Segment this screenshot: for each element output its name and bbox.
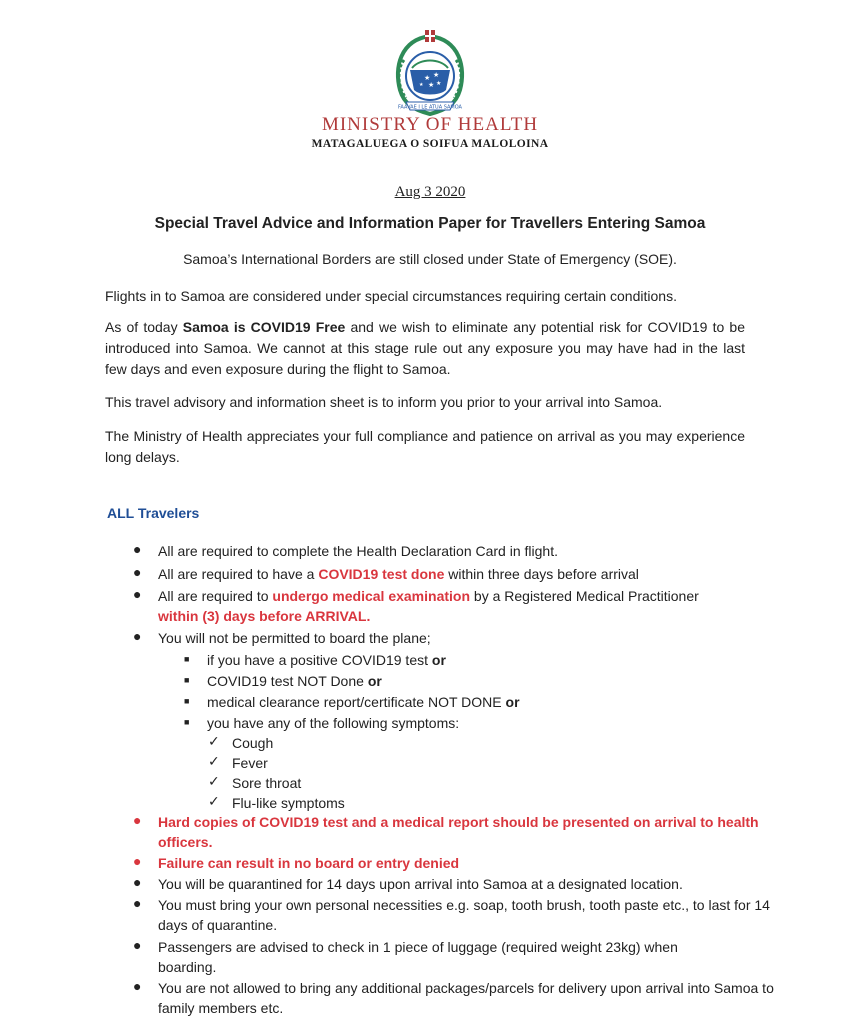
covid-free-paragraph [105,317,745,380]
bullet-icon: ● [133,628,142,644]
symptom-item: Flu-like symptoms [232,795,345,811]
samoa-coat-of-arms-emblem [384,30,476,120]
square-bullet-icon: ■ [184,675,190,685]
list-item [158,564,758,584]
svg-text:★: ★ [428,81,435,89]
checkmark-icon: ✓ [208,733,220,749]
flights-paragraph: Flights in to Samoa are considered under special circumstances requiring certain conditions. [105,288,677,304]
checkmark-icon: ✓ [208,793,220,809]
list-item: Passengers are advised to check in 1 piece of luggage (required weight 23kg) when boarding. [158,939,678,975]
ministry-name: MINISTRY OF HEALTH [321,114,539,135]
covid-para-pre: As of today [105,319,183,335]
bullet-icon: ● [133,853,142,869]
item-emphasis: undergo medical examination [272,588,471,604]
sub-list-item [207,671,747,691]
document-date: Aug 3 2020 [394,184,466,200]
item-text: within three days before arrival [444,566,639,582]
symptom-item: Sore throat [232,775,302,791]
list-item [158,586,758,626]
list-item: You will not be permitted to board the plane; [158,630,431,646]
sub-list-item [207,650,747,670]
bullet-icon: ● [133,586,142,602]
sub-list-item: you have any of the following symptoms: [207,715,460,731]
emblem-motto: FAAVAE I LE ATUA SAMOA [398,104,462,111]
checkmark-icon: ✓ [208,773,220,789]
list-item: You are not allowed to bring any additional packages/parcels for delivery upon arrival into Samoa to family members etc. [158,980,774,1016]
bullet-icon: ● [133,874,142,890]
covid-para-post: and we wish to eliminate any potential risk for COVID19 to be introduced into Samoa. We cannot at this stage rule out any exposure you may have had in the last few days and even exposure during the flight to Samoa. [105,319,745,377]
item-text: All are required to [158,588,273,604]
item-emphasis: or [367,673,382,689]
item-text: medical clearance report/certificate NOT DONE [207,694,506,710]
covid-free-emphasis: Samoa is COVID19 Free [182,319,346,335]
symptom-item: Fever [232,755,268,771]
item-emphasis: COVID19 test done [318,566,445,582]
ministry-subtitle: MATAGALUEGA O SOIFUA MALOLOINA [311,138,549,150]
svg-text:★: ★ [433,71,440,79]
advisory-paragraph: This travel advisory and information sheet is to inform you prior to your arrival into Samoa. [105,394,663,410]
item-text: by a Registered Medical Practitioner [470,588,699,604]
borders-notice: Samoa’s International Borders are still closed under State of Emergency (SOE). [183,251,677,267]
list-item: Failure can result in no board or entry denied [158,855,460,871]
item-emphasis: within (3) days before ARRIVAL. [158,608,371,624]
item-text: if you have a positive COVID19 test [207,652,432,668]
symptom-item: Cough [232,735,274,751]
svg-text:★: ★ [419,82,424,88]
square-bullet-icon: ■ [184,696,190,706]
bullet-icon: ● [133,541,142,557]
document-title: Special Travel Advice and Information Paper for Travellers Entering Samoa [154,215,706,232]
square-bullet-icon: ■ [184,717,190,727]
bullet-icon: ● [133,978,142,994]
bullet-icon: ● [133,937,142,953]
list-item: You will be quarantined for 14 days upon arrival into Samoa at a designated location. [158,876,683,892]
list-item: All are required to complete the Health Declaration Card in flight. [158,543,558,559]
bullet-icon: ● [133,895,142,911]
square-bullet-icon: ■ [184,654,190,664]
sub-list-item [207,692,747,712]
list-item: You must bring your own personal necessities e.g. soap, tooth brush, tooth paste etc., to last for 14 days of quarantine. [158,897,770,933]
item-text: All are required to have a [158,566,319,582]
item-emphasis: or [505,694,520,710]
item-emphasis: or [431,652,446,668]
bullet-icon: ● [133,564,142,580]
bullet-icon: ● [133,812,142,828]
item-text: COVID19 test NOT Done [207,673,368,689]
svg-text:★: ★ [436,80,442,87]
compliance-paragraph: The Ministry of Health appreciates your full compliance and patience on arrival as you may experience long delays. [105,428,745,465]
svg-text:★: ★ [424,74,431,82]
checkmark-icon: ✓ [208,753,220,769]
list-item: Hard copies of COVID19 test and a medical report should be presented on arrival to health officers. [158,814,759,850]
section-heading-all-travelers: ALL Travelers [107,505,200,521]
